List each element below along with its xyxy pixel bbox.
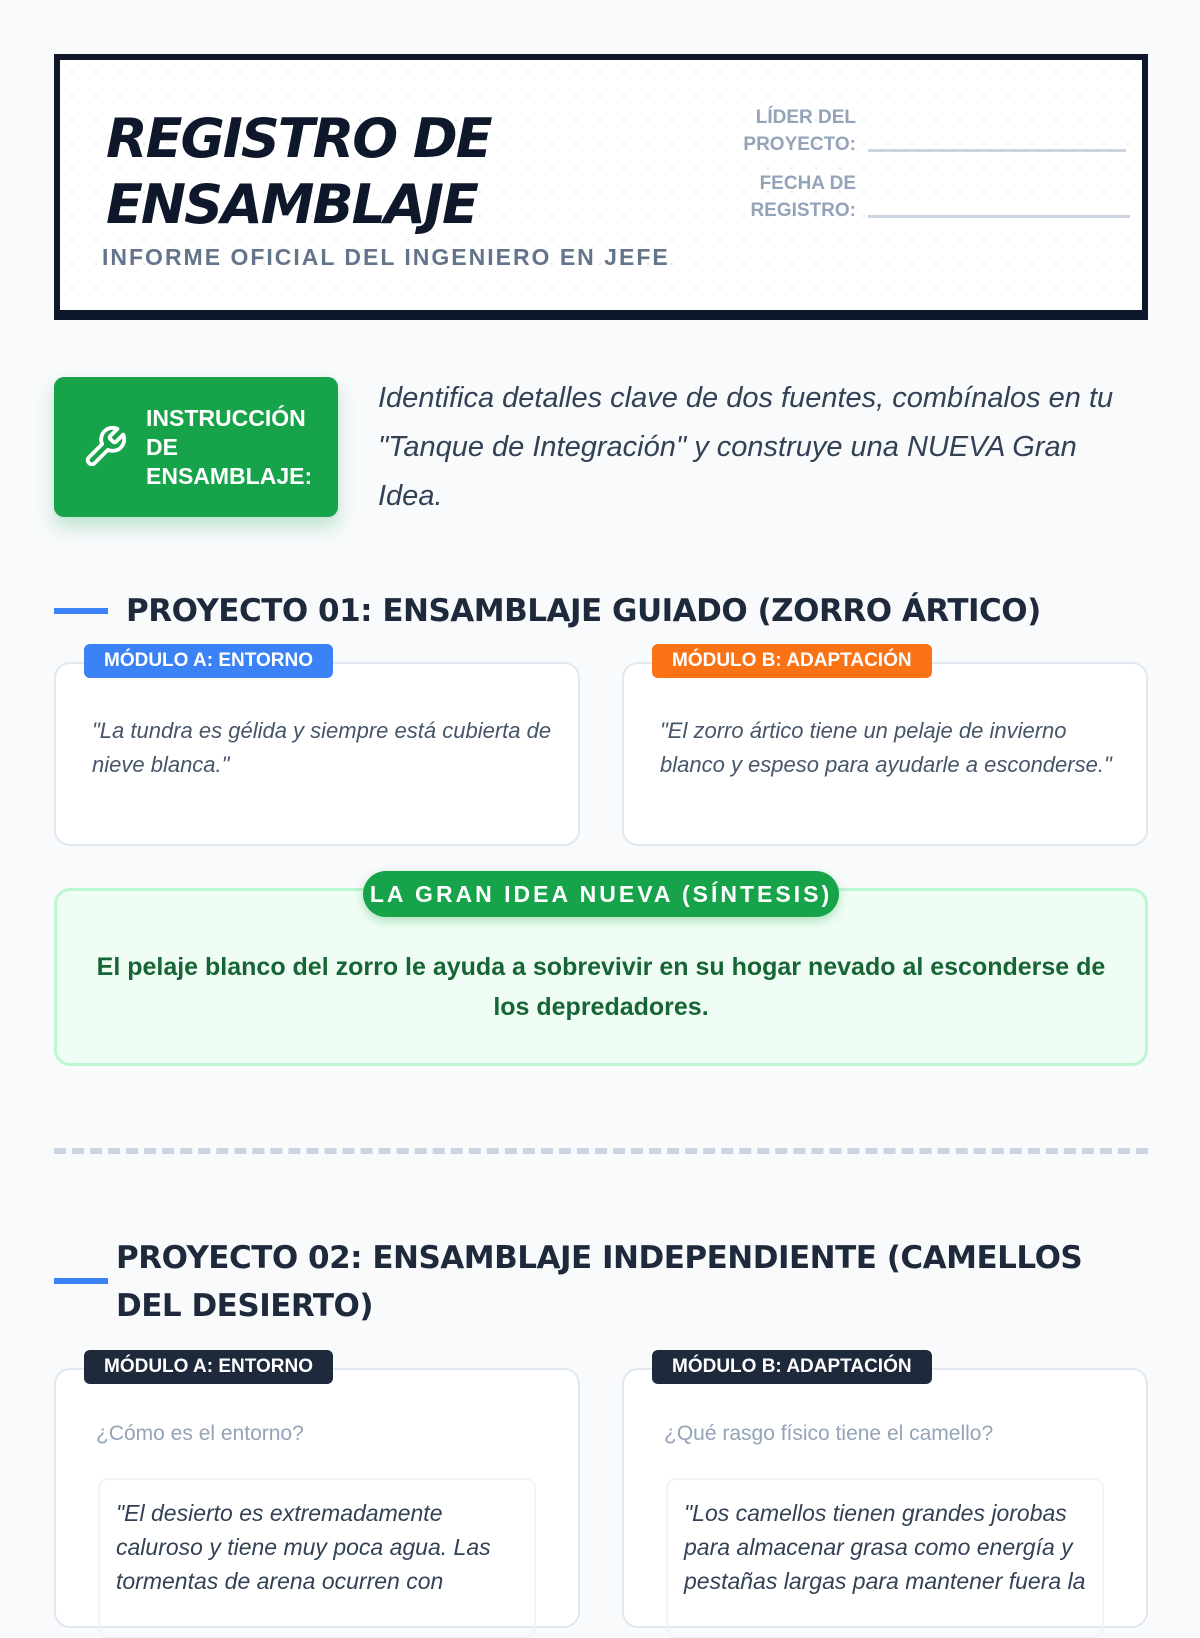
instruction-text: Identifica detalles clave de dos fuentes, combínalos en tu "Tanque de Integración" y construye una NUEVA Gran Idea.: [378, 382, 1114, 512]
project-1-module-b-card: [622, 650, 1148, 846]
leader-field: [720, 104, 1126, 158]
synthesis-tag: LA GRAN IDEA NUEVA (SÍNTESIS): [363, 871, 839, 917]
module-b-quote: "El zorro ártico tiene un pelaje de invierno blanco y espeso para ayudarle a esconderse.": [660, 718, 1112, 777]
instruction-label: INSTRUCCIÓN DE ENSAMBLAJE:: [146, 404, 313, 489]
module-b-tag: MÓDULO B: ADAPTACIÓN: [652, 644, 932, 678]
project-2-module-b-card: [622, 1356, 1148, 1628]
module-b-question: ¿Qué rasgo físico tiene el camello?: [664, 1422, 994, 1445]
page-subtitle: INFORME OFICIAL DEL INGENIERO EN JEFE: [102, 244, 670, 270]
synthesis-text: El pelaje blanco del zorro le ayuda a sobrevivir en su hogar nevado al esconderse de los depredadores.: [96, 953, 1106, 1021]
project-1-module-a-card: [54, 650, 580, 846]
date-field: [720, 170, 1130, 224]
project-2-accent-bar: [54, 1278, 108, 1284]
project-2-module-a-card: [54, 1356, 580, 1628]
project-1-title: PROYECTO 01: ENSAMBLAJE GUIADO (ZORRO ÁRTICO): [126, 593, 1041, 629]
header-card: [54, 54, 1148, 316]
page-title: REGISTRO DE ENSAMBLAJE: [106, 107, 491, 236]
module-a-tag: MÓDULO A: ENTORNO: [84, 644, 333, 678]
leader-label: LÍDER DEL PROYECTO:: [743, 107, 856, 155]
instruction-badge: [54, 377, 338, 517]
project-2-title: PROYECTO 02: ENSAMBLAJE INDEPENDIENTE (CAMELLOS DEL DESIERTO): [116, 1240, 1083, 1324]
date-input-line[interactable]: [868, 215, 1130, 218]
section-divider: [54, 1148, 1148, 1154]
project-1-accent-bar: [54, 608, 108, 614]
synthesis-card: [54, 881, 1148, 1066]
module-a-tag: MÓDULO A: ENTORNO: [84, 1350, 333, 1384]
module-b-tag: MÓDULO B: ADAPTACIÓN: [652, 1350, 932, 1384]
module-a-question: ¿Cómo es el entorno?: [96, 1422, 304, 1445]
wrench-icon: [82, 424, 128, 470]
module-a-quote: "La tundra es gélida y siempre está cubierta de nieve blanca.": [92, 718, 552, 777]
leader-input-line[interactable]: [868, 149, 1126, 152]
date-label: FECHA DE REGISTRO:: [750, 173, 856, 221]
module-a-answer-box[interactable]: "El desierto es extremadamente caluroso y tiene muy poca agua. Las tormentas de arena ocurren con: [98, 1478, 536, 1638]
module-b-answer-box[interactable]: "Los camellos tienen grandes jorobas para almacenar grasa como energía y pestañas largas para mantener fuera la: [666, 1478, 1104, 1638]
